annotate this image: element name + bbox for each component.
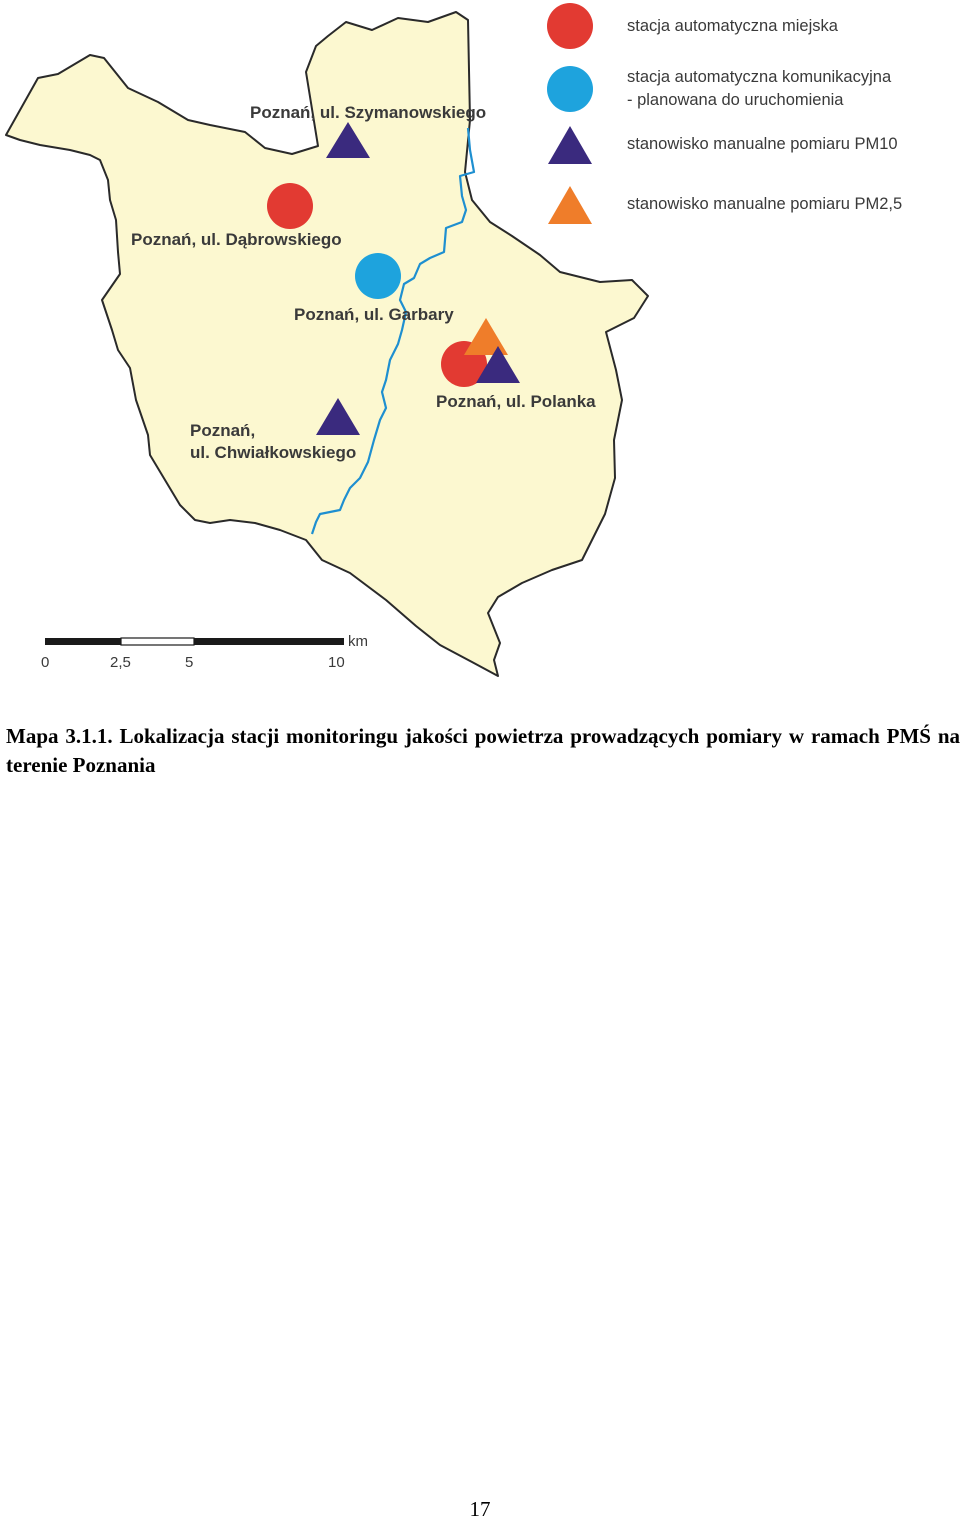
scale-tick-5: 5 — [185, 654, 194, 671]
legend-pm25-label: stanowisko manualne pomiaru PM2,5 — [627, 195, 903, 213]
label-szymanowskiego: Poznań, ul. Szymanowskiego — [250, 103, 487, 122]
legend-urban-label: stacja automatyczna miejska — [627, 17, 838, 35]
legend-urban-circle — [547, 3, 593, 49]
poznan-map — [0, 0, 960, 700]
legend-pm10-label: stanowisko manualne pomiaru PM10 — [627, 135, 898, 153]
scale-tick-2-5: 2,5 — [110, 654, 131, 671]
scale-unit: km — [348, 633, 368, 650]
scale-bar — [41, 633, 368, 671]
legend-traffic-label: stacja automatyczna komunikacyjna — [627, 68, 892, 86]
legend-traffic-label-line2: - planowana do uruchomienia — [627, 91, 844, 109]
label-chwialkowskiego-line2: ul. Chwiałkowskiego — [190, 443, 357, 462]
scale-tick-0: 0 — [41, 654, 50, 671]
legend-traffic-circle — [547, 66, 593, 112]
scale-segment-2 — [121, 638, 194, 645]
map-legend — [547, 3, 902, 224]
scale-tick-10: 10 — [328, 654, 345, 671]
station-dabrowskiego-urban-circle — [267, 183, 313, 229]
label-chwialkowskiego-line1: Poznań, — [190, 421, 256, 440]
legend-pm10-triangle — [548, 126, 592, 164]
label-polanka: Poznań, ul. Polanka — [436, 392, 596, 411]
station-garbary-traffic-circle — [355, 253, 401, 299]
map-caption: Mapa 3.1.1. Lokalizacja stacji monitoringu jakości powietrza prowadzących pomiary w ramach PMŚ na terenie Poznania — [6, 724, 960, 777]
page-number: 17 — [469, 1497, 491, 1521]
scale-segment-1 — [45, 638, 121, 645]
legend-pm25-triangle — [548, 186, 592, 224]
label-garbary: Poznań, ul. Garbary — [294, 305, 454, 324]
scale-segment-3 — [194, 638, 344, 645]
label-dabrowskiego: Poznań, ul. Dąbrowskiego — [131, 230, 342, 249]
